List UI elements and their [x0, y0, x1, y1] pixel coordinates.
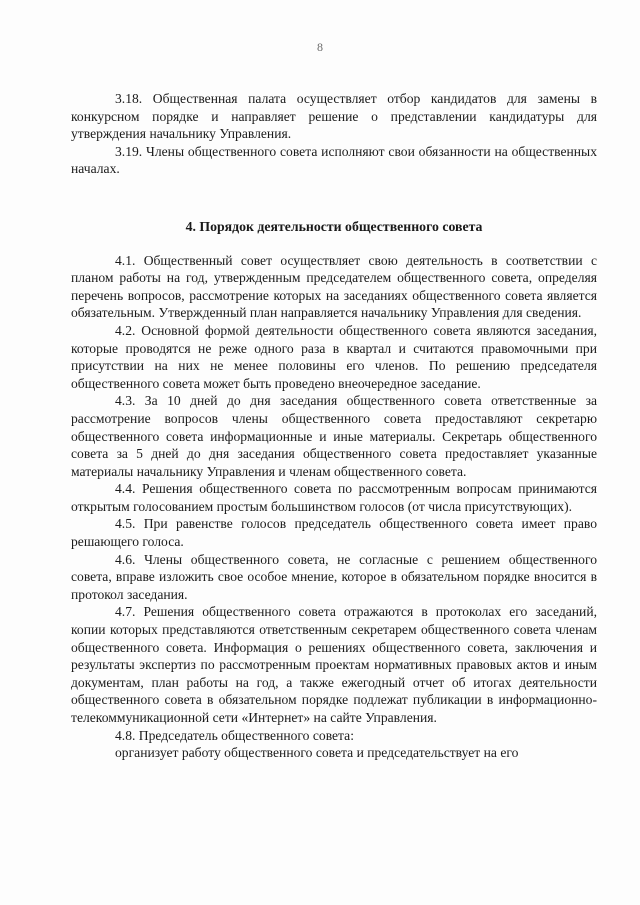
paragraph-4-4: 4.4. Решения общественного совета по рассмотренным вопросам принимаются открытым голосованием простым большинством голосов (от числа присутствующих). — [71, 481, 597, 514]
paragraph-4-7: 4.7. Решения общественного совета отражаются в протоколах его заседаний, копии которых представляются ответственным секретарем общественного совета членам общественного совета. Информация о решениях общественного совета, заключения и результаты экспертиз по рассмотренным проектам нормативных правовых актов и иным документам, план работы на год, а также ежегодный отчет об итогах деятельности общественного совета в обязательном порядке подлежат публикации в информационно-телекоммуникационной сети «Интернет» на сайте Управления. — [71, 604, 597, 725]
document-body — [71, 90, 597, 762]
paragraph-4-5: 4.5. При равенстве голосов председатель общественного совета имеет право решающего голоса. — [71, 516, 597, 550]
paragraph-4-1: 4.1. Общественный совет осуществляет свою деятельность в соответствии с планом работы на год, утвержденным председателем общественного совета, определяя перечень вопросов, рассмотрение которых на заседаниях общественного совета является обязательным. Утвержденный план направляется начальнику Управления для сведения. — [71, 252, 597, 321]
paragraph-3-19: 3.19. Члены общественного совета исполняют свои обязанности на общественных началах. — [71, 143, 597, 177]
paragraph-4-2: 4.2. Основной формой деятельности общественного совета являются заседания, которые проводятся не реже одного раза в квартал и считаются правомочными при присутствии на них не менее половины его членов. По решению председателя общественного совета может быть проведено внеочередное заседание. — [71, 322, 597, 391]
paragraph-4-6: 4.6. Члены общественного совета, не согласные с решением общественного совета, вправе изложить свое особое мнение, которое в обязательном порядке вносится в протокол заседания. — [71, 551, 597, 602]
section-heading: 4. Порядок деятельности общественного совета — [185, 218, 483, 234]
paragraph-4-3: 4.3. За 10 дней до дня заседания общественного совета ответственные за рассмотрение вопросов члены общественного совета предоставляют секретарю общественного совета информационные и иные материалы. Секретарь общественного совета за 5 дней до дня заседания общественного совета предоставляет указанные материалы начальнику Управления и членам общественного совета. — [71, 393, 597, 479]
page-number: 8 — [317, 40, 323, 54]
paragraph-3-18: 3.18. Общественная палата осуществляет отбор кандидатов для замены в конкурсном порядке и направляет решение о представлении кандидатуры для утверждения начальнику Управления. — [71, 91, 597, 142]
paragraph-4-8: 4.8. Председатель общественного совета: — [115, 727, 354, 743]
paragraph-4-8-item: организует работу общественного совета и председательствует на его — [115, 745, 519, 761]
